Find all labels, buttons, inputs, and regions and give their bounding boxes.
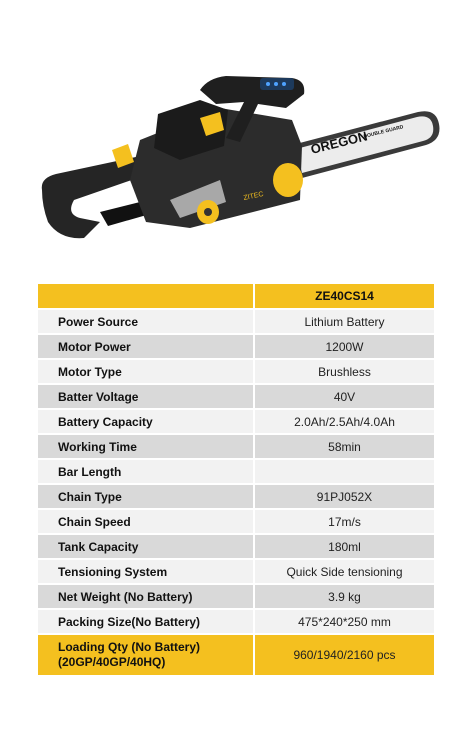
spec-row <box>38 410 434 435</box>
spec-value: 91PJ052X <box>255 485 434 510</box>
indicator-led <box>282 82 286 86</box>
spec-value: 40V <box>255 385 434 410</box>
spec-label: Chain Type <box>38 485 255 510</box>
spec-row <box>38 485 434 510</box>
spec-label: Batter Voltage <box>38 385 255 410</box>
spec-label: Motor Type <box>38 360 255 385</box>
spec-row <box>38 610 434 635</box>
tensioning-knob <box>273 163 303 197</box>
spec-row <box>38 335 434 360</box>
bar-nut-center <box>204 208 212 216</box>
spec-label: Tensioning System <box>38 560 255 585</box>
spec-label: Battery Capacity <box>38 410 255 435</box>
spec-row <box>38 585 434 610</box>
spec-value: 180ml <box>255 535 434 560</box>
spec-row <box>38 510 434 535</box>
bar-brand-text: OREGON <box>309 128 369 157</box>
spec-label: Power Source <box>38 310 255 335</box>
model-number: ZE40CS14 <box>255 284 434 310</box>
spec-value: Brushless <box>255 360 434 385</box>
loading-qty-row <box>38 635 434 677</box>
spec-value: 475*240*250 mm <box>255 610 434 635</box>
spec-table <box>38 284 434 677</box>
spec-row <box>38 360 434 385</box>
spec-label: Working Time <box>38 435 255 460</box>
body-brand-text: ZITEC <box>242 190 265 202</box>
spec-label: Chain Speed <box>38 510 255 535</box>
spec-label: Bar Length <box>38 460 255 485</box>
spec-label: Packing Size(No Battery) <box>38 610 255 635</box>
spec-row <box>38 460 434 485</box>
spec-value: 58min <box>255 435 434 460</box>
spec-value <box>255 460 434 485</box>
spec-row <box>38 310 434 335</box>
spec-value: 1200W <box>255 335 434 360</box>
loading-qty-label-line1: Loading Qty (No Battery) <box>58 640 201 654</box>
loading-qty-label-line2: (20GP/40GP/40HQ) <box>58 655 166 669</box>
spec-row <box>38 535 434 560</box>
spec-value: Quick Side tensioning <box>255 560 434 585</box>
spec-header-row <box>38 284 434 310</box>
spec-value: Lithium Battery <box>255 310 434 335</box>
chainsaw-product-image <box>30 50 450 270</box>
spec-row <box>38 560 434 585</box>
loading-qty-label <box>38 635 255 677</box>
spec-row <box>38 385 434 410</box>
spec-value: 3.9 kg <box>255 585 434 610</box>
spec-label: Tank Capacity <box>38 535 255 560</box>
loading-qty-value: 960/1940/2160 pcs <box>255 635 434 677</box>
indicator-led <box>266 82 270 86</box>
spec-label: Motor Power <box>38 335 255 360</box>
spec-value: 17m/s <box>255 510 434 535</box>
spec-header-blank <box>38 284 255 310</box>
indicator-led <box>274 82 278 86</box>
bar-tag-text: DOUBLE GUARD <box>363 124 405 140</box>
spec-label: Net Weight (No Battery) <box>38 585 255 610</box>
spec-value: 2.0Ah/2.5Ah/4.0Ah <box>255 410 434 435</box>
spec-row <box>38 435 434 460</box>
